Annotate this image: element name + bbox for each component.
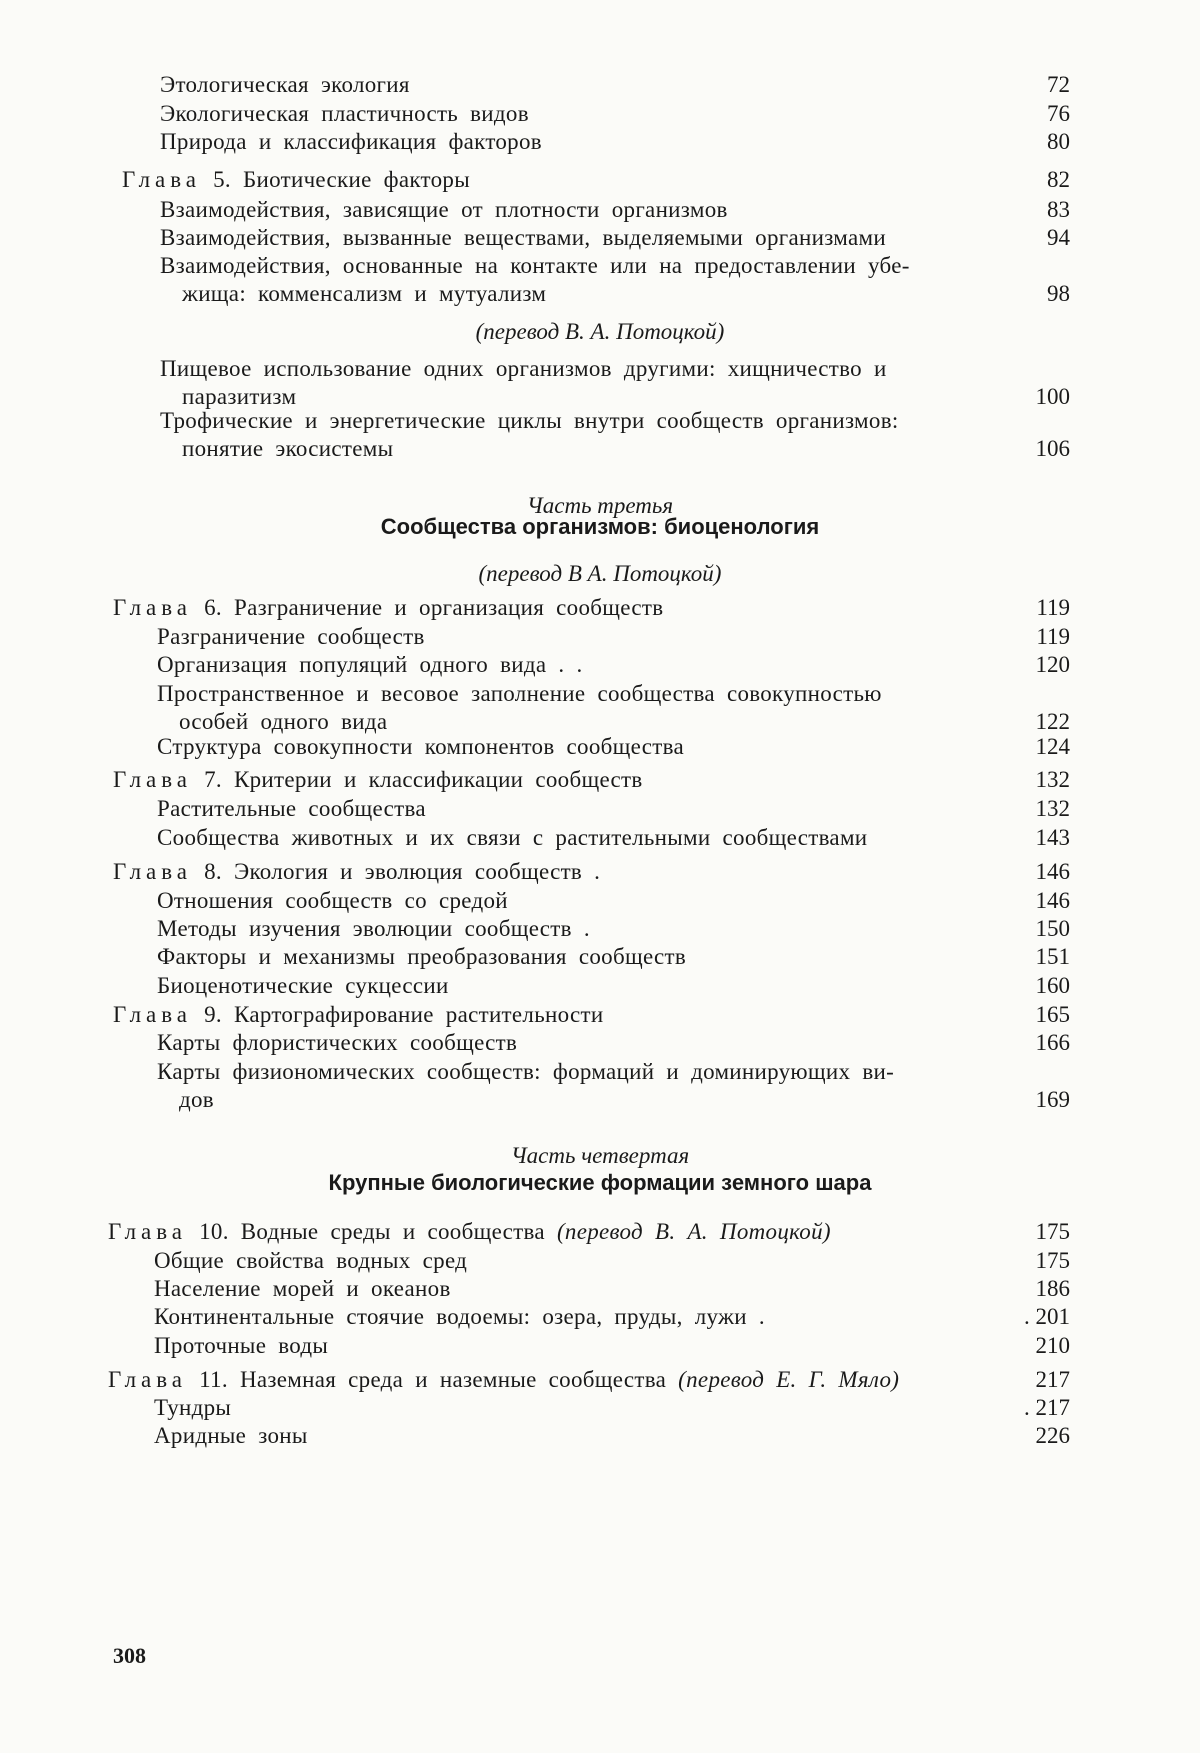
part4-label: Часть четвертая: [510, 1143, 690, 1168]
toc-entry-title: Взаимодействия, основанные на контакте или на предоставлении убе-: [160, 253, 910, 278]
toc-entry-title-continued: паразитизм: [182, 384, 297, 409]
toc-page-number: 146: [1035, 859, 1070, 884]
toc-entry-title: Аридные зоны: [154, 1423, 308, 1448]
page-number: 308: [113, 1643, 146, 1668]
toc-entry: [157, 735, 1070, 763]
toc-page-number: 119: [1036, 624, 1070, 649]
toc-entry-title: [113, 860, 600, 883]
part3-translator: (перевод В А. Потоцкой): [478, 561, 722, 586]
toc-page-number: 82: [1047, 167, 1070, 192]
toc-page-number: 210: [1035, 1333, 1070, 1358]
toc-entry-title: Карты физиономических сообществ: формаций и доминирующих ви-: [157, 1059, 895, 1084]
toc-entry: [154, 1424, 1070, 1452]
toc-page-number: 175: [1035, 1248, 1070, 1273]
toc-page-number: 150: [1035, 916, 1070, 941]
toc-entry: [160, 408, 1070, 461]
toc-entry-title: [113, 596, 663, 619]
toc-page-number: 165: [1035, 1002, 1070, 1027]
toc-page-number: 98: [1047, 281, 1070, 306]
chapter-title: 10. Водные среды и сообщества: [199, 1219, 545, 1244]
translator-text: (перевод В. А. Потоцкой): [475, 319, 725, 344]
toc-entry-title: Проточные воды: [154, 1333, 329, 1358]
toc-entry-title: [108, 1368, 899, 1391]
toc-entry-title: [113, 768, 643, 791]
toc-entry-title: Факторы и механизмы преобразования сообществ: [157, 944, 687, 969]
toc-entry: [157, 1059, 1070, 1112]
toc-chapter-entry: [108, 1220, 1070, 1248]
toc-page-number: 100: [1035, 384, 1070, 409]
toc-entry-title: Сообщества животных и их связи с растительными сообществами: [157, 825, 868, 850]
toc-entry-title: Этологическая экология: [160, 72, 410, 97]
toc-entry-title: Природа и классификация факторов: [160, 129, 542, 154]
toc-entry: [157, 945, 1070, 973]
toc-page-number: 124: [1035, 734, 1070, 759]
chapter-prefix: Глава: [108, 1219, 188, 1244]
toc-page-number: 132: [1035, 796, 1070, 821]
toc-page-number: 120: [1035, 652, 1070, 677]
toc-entry-title: Население морей и океанов: [154, 1276, 451, 1301]
toc-entry-title-continued: понятие экосистемы: [182, 436, 394, 461]
chapter-title: 6. Разграничение и организация сообществ: [204, 595, 664, 620]
toc-entry: [154, 1396, 1070, 1424]
translator-note: (перевод Е. Г. Мяло): [678, 1367, 900, 1392]
toc-entry-title: Биоценотические сукцессии: [157, 973, 449, 998]
toc-entry: [160, 226, 1070, 254]
toc-entry: [160, 102, 1070, 130]
toc-page-number: 132: [1035, 767, 1070, 792]
toc-entry-title: Разграничение сообществ: [157, 624, 425, 649]
toc-entry-title: Взаимодействия, вызванные веществами, выделяемыми организмами: [160, 225, 886, 250]
toc-page-number: 94: [1047, 225, 1070, 250]
toc-entry-title: Пищевое использование одних организмов другими: хищничество и: [160, 356, 887, 381]
toc-entry: [157, 974, 1070, 1002]
chapter-title: 7. Критерии и классификации сообществ: [204, 767, 643, 792]
toc-entry: [160, 253, 1070, 306]
toc-entry: [154, 1277, 1070, 1305]
toc-entry: [157, 681, 1070, 734]
toc-entry-title: Общие свойства водных сред: [154, 1248, 468, 1273]
chapter-title: 8. Экология и эволюция сообществ .: [204, 859, 601, 884]
toc-chapter-entry: [113, 768, 1070, 796]
toc-entry: [157, 797, 1070, 825]
part4-title: Крупные биологические формации земного шара: [328, 1170, 872, 1195]
chapter-prefix: Глава: [113, 1002, 193, 1027]
toc-page-number: 146: [1035, 888, 1070, 913]
toc-page-number: 76: [1047, 101, 1070, 126]
translator-note: [0, 320, 1200, 343]
toc-entry: [154, 1305, 1070, 1333]
toc-page-number: 186: [1035, 1276, 1070, 1301]
part3-title: Сообщества организмов: биоценология: [380, 514, 820, 539]
toc-page-number: 106: [1035, 436, 1070, 461]
chapter-title: 5. Биотические факторы: [213, 167, 470, 192]
chapter-prefix: Глава: [113, 859, 193, 884]
toc-page-number: 119: [1036, 595, 1070, 620]
part3-label: Часть третья: [526, 493, 674, 518]
toc-chapter-entry: [122, 168, 1070, 196]
toc-entry-title: Трофические и энергетические циклы внутри сообществ организмов:: [160, 408, 899, 433]
toc-entry-title: Отношения сообществ со средой: [157, 888, 508, 913]
toc-entry: [160, 356, 1070, 409]
chapter-prefix: Глава: [113, 595, 193, 620]
toc-entry: [160, 73, 1070, 101]
toc-entry-title-continued: особей одного вида: [179, 709, 388, 734]
toc-entry: [160, 130, 1070, 158]
toc-page-number: 169: [1035, 1087, 1070, 1112]
toc-entry-title-continued: жища: комменсализм и мутуализм: [182, 281, 547, 306]
toc-page-number: 160: [1035, 973, 1070, 998]
toc-entry: [160, 198, 1070, 226]
toc-page-number: 80: [1047, 129, 1070, 154]
chapter-title: 9. Картографирование растительности: [204, 1002, 604, 1027]
toc-entry-title: Экологическая пластичность видов: [160, 101, 529, 126]
toc-page-number: 217: [1035, 1367, 1070, 1392]
toc-entry-title: Структура совокупности компонентов сообщества: [157, 734, 684, 759]
toc-entry-title: Континентальные стоячие водоемы: озера, пруды, лужи .: [154, 1304, 765, 1329]
toc-chapter-entry: [113, 860, 1070, 888]
toc-chapter-entry: [113, 596, 1070, 624]
toc-chapter-entry: [108, 1368, 1070, 1396]
chapter-prefix: Глава: [108, 1367, 188, 1392]
toc-entry-title: Взаимодействия, зависящие от плотности организмов: [160, 197, 728, 222]
toc-chapter-entry: [113, 1003, 1070, 1031]
toc-entry-title: Пространственное и весовое заполнение сообщества совокупностью: [157, 681, 882, 706]
toc-page-number: 226: [1035, 1423, 1070, 1448]
toc-entry-title: Растительные сообщества: [157, 796, 426, 821]
chapter-prefix: Глава: [122, 167, 202, 192]
toc-entry: [157, 889, 1070, 917]
toc-entry: [154, 1249, 1070, 1277]
toc-page-number: 143: [1035, 825, 1070, 850]
toc-entry-title: [113, 1003, 603, 1026]
toc-entry-title: Карты флористических сообществ: [157, 1030, 518, 1055]
toc-page-number: 151: [1035, 944, 1070, 969]
chapter-title: 11. Наземная среда и наземные сообщества: [199, 1367, 667, 1392]
toc-entry: [157, 1031, 1070, 1059]
toc-page-number: 175: [1035, 1219, 1070, 1244]
toc-entry: [154, 1334, 1070, 1362]
toc-page-number: 122: [1035, 709, 1070, 734]
toc-entry: [157, 653, 1070, 681]
toc-entry-title: Тундры: [154, 1395, 232, 1420]
toc-page-number: 166: [1035, 1030, 1070, 1055]
toc-page-number: . 217: [1024, 1395, 1070, 1420]
toc-page-number: 72: [1047, 72, 1070, 97]
chapter-prefix: Глава: [113, 767, 193, 792]
toc-entry-title: Методы изучения эволюции сообществ .: [157, 916, 590, 941]
toc-entry-title: [122, 168, 470, 191]
toc-entry-title-continued: дов: [179, 1087, 214, 1112]
translator-note: (перевод В. А. Потоцкой): [556, 1219, 831, 1244]
toc-entry-title: [108, 1220, 831, 1243]
toc-page-number: 83: [1047, 197, 1070, 222]
toc-entry: [157, 625, 1070, 653]
toc-entry: [157, 917, 1070, 945]
toc-entry-title: Организация популяций одного вида . .: [157, 652, 583, 677]
toc-page-number: . 201: [1024, 1304, 1070, 1329]
toc-entry: [157, 826, 1070, 854]
